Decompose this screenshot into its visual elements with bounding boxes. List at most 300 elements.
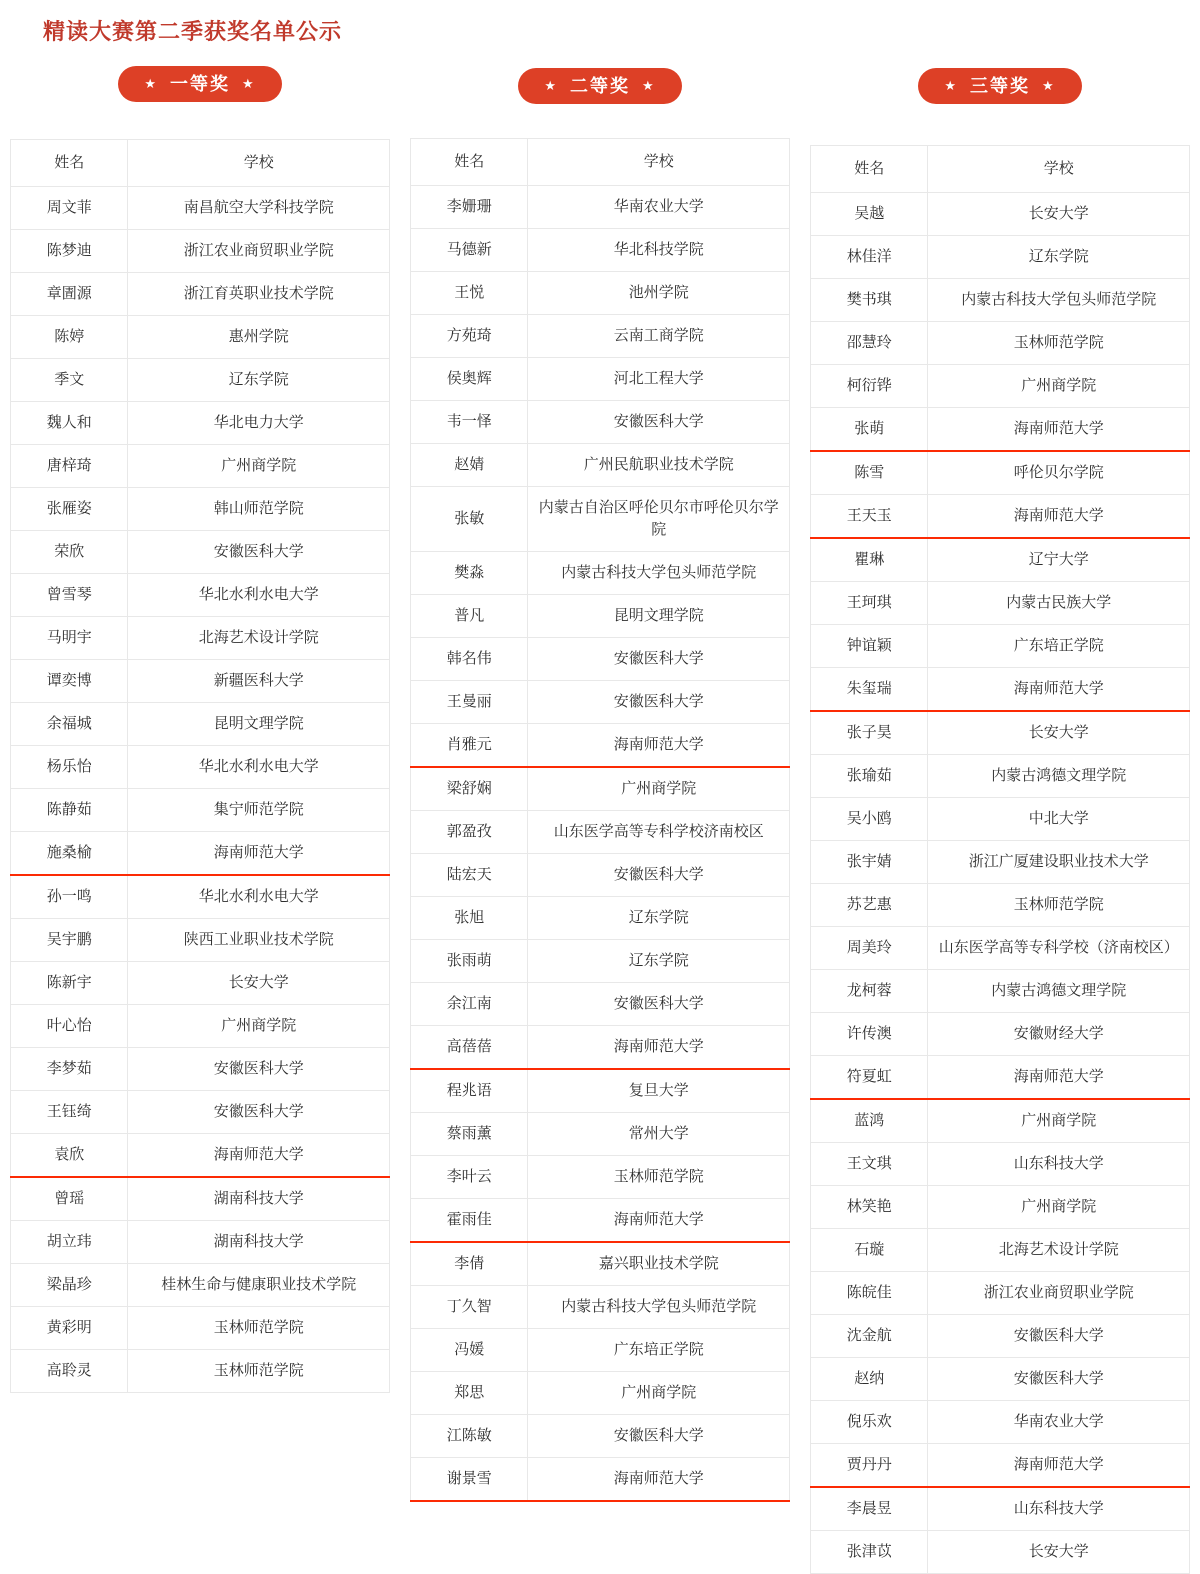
cell-school: 海南师范大学 — [528, 1199, 790, 1243]
table-row — [811, 841, 1190, 884]
award-column-second-prize — [400, 47, 800, 1502]
table-row — [11, 574, 390, 617]
cell-name: 梁晶珍 — [11, 1264, 128, 1307]
cell-name: 周美玲 — [811, 927, 928, 970]
table-row — [811, 711, 1190, 755]
award-badge-first-prize — [118, 66, 281, 102]
cell-name: 张瑜茹 — [811, 755, 928, 798]
star-icon: ★ — [642, 77, 656, 93]
table-row — [811, 582, 1190, 625]
cell-school: 内蒙古民族大学 — [928, 582, 1190, 625]
cell-name: 王悦 — [411, 272, 528, 315]
table-row — [811, 193, 1190, 236]
table-row — [811, 538, 1190, 582]
table-row — [411, 444, 790, 487]
cell-name: 侯奥辉 — [411, 358, 528, 401]
table-row — [411, 401, 790, 444]
cell-school: 长安大学 — [128, 962, 390, 1005]
table-row — [411, 1372, 790, 1415]
cell-school: 内蒙古科技大学包头师范学院 — [928, 279, 1190, 322]
table-row — [411, 552, 790, 595]
cell-school: 海南师范大学 — [928, 668, 1190, 712]
cell-school: 辽东学院 — [528, 897, 790, 940]
cell-name: 龙柯蓉 — [811, 970, 928, 1013]
table-row — [11, 1307, 390, 1350]
award-table-first-prize — [10, 139, 390, 1393]
cell-school: 安徽医科大学 — [528, 681, 790, 724]
cell-school: 南昌航空大学科技学院 — [128, 187, 390, 230]
cell-name: 谭奕博 — [11, 660, 128, 703]
award-badge-label: 三等奖 — [970, 76, 1030, 96]
cell-name: 杨乐怡 — [11, 746, 128, 789]
cell-name: 李梦茹 — [11, 1048, 128, 1091]
cell-school: 集宁师范学院 — [128, 789, 390, 832]
table-row — [411, 1415, 790, 1458]
cell-school: 内蒙古自治区呼伦贝尔市呼伦贝尔学院 — [528, 487, 790, 552]
cell-school: 浙江农业商贸职业学院 — [128, 230, 390, 273]
cell-school: 广州商学院 — [528, 767, 790, 811]
cell-school: 海南师范大学 — [928, 495, 1190, 539]
table-row — [11, 445, 390, 488]
table-row — [811, 495, 1190, 539]
cell-school: 广州商学院 — [128, 1005, 390, 1048]
table-row — [11, 962, 390, 1005]
award-column-first-prize — [0, 47, 400, 1393]
cell-school: 广州商学院 — [928, 1099, 1190, 1143]
cell-name: 孙一鸣 — [11, 875, 128, 919]
table-row — [411, 1026, 790, 1070]
table-row — [411, 1199, 790, 1243]
table-row — [811, 1358, 1190, 1401]
cell-school: 安徽医科大学 — [528, 1415, 790, 1458]
table-wrap-second-prize — [410, 138, 790, 1502]
award-table-third-prize — [810, 145, 1190, 1574]
cell-name: 林笑艳 — [811, 1186, 928, 1229]
table-row — [811, 927, 1190, 970]
cell-name: 郭盈孜 — [411, 811, 528, 854]
cell-school: 海南师范大学 — [928, 408, 1190, 452]
cell-school: 安徽医科大学 — [128, 531, 390, 574]
cell-school: 新疆医科大学 — [128, 660, 390, 703]
badge-wrap-third-prize — [810, 68, 1190, 104]
award-columns — [0, 47, 1200, 1574]
table-row — [811, 1401, 1190, 1444]
cell-school: 河北工程大学 — [528, 358, 790, 401]
cell-name: 江陈敏 — [411, 1415, 528, 1458]
column-header-school: 学校 — [128, 140, 390, 187]
cell-school: 华北科技学院 — [528, 229, 790, 272]
cell-name: 丁久智 — [411, 1286, 528, 1329]
cell-name: 朱玺瑞 — [811, 668, 928, 712]
table-row — [11, 875, 390, 919]
cell-name: 张雁姿 — [11, 488, 128, 531]
cell-name: 赵纳 — [811, 1358, 928, 1401]
cell-school: 山东科技大学 — [928, 1487, 1190, 1531]
table-row — [411, 1113, 790, 1156]
table-row — [811, 1056, 1190, 1100]
cell-name: 陈皖佳 — [811, 1272, 928, 1315]
table-row — [811, 451, 1190, 495]
cell-school: 广州商学院 — [528, 1372, 790, 1415]
cell-school: 玉林师范学院 — [128, 1350, 390, 1393]
table-row — [11, 789, 390, 832]
cell-school: 海南师范大学 — [928, 1056, 1190, 1100]
table-row — [11, 1177, 390, 1221]
cell-school: 常州大学 — [528, 1113, 790, 1156]
table-row — [411, 186, 790, 229]
table-row — [11, 617, 390, 660]
cell-school: 安徽财经大学 — [928, 1013, 1190, 1056]
cell-school: 浙江广厦建设职业技术大学 — [928, 841, 1190, 884]
cell-school: 华南农业大学 — [928, 1401, 1190, 1444]
cell-name: 陈新宇 — [11, 962, 128, 1005]
table-row — [11, 703, 390, 746]
cell-name: 张萌 — [811, 408, 928, 452]
table-row — [811, 970, 1190, 1013]
table-row — [811, 279, 1190, 322]
cell-name: 韩名伟 — [411, 638, 528, 681]
table-row — [11, 1350, 390, 1393]
cell-name: 吴越 — [811, 193, 928, 236]
cell-name: 余江南 — [411, 983, 528, 1026]
cell-school: 北海艺术设计学院 — [928, 1229, 1190, 1272]
cell-name: 石璇 — [811, 1229, 928, 1272]
table-row — [411, 1329, 790, 1372]
cell-school: 海南师范大学 — [528, 1026, 790, 1070]
table-row — [811, 1444, 1190, 1488]
table-row — [811, 408, 1190, 452]
award-badge-third-prize — [918, 68, 1081, 104]
cell-school: 山东医学高等专科学校济南校区 — [528, 811, 790, 854]
cell-name: 邵慧玲 — [811, 322, 928, 365]
cell-school: 山东科技大学 — [928, 1143, 1190, 1186]
cell-school: 长安大学 — [928, 711, 1190, 755]
column-header-name: 姓名 — [411, 139, 528, 186]
cell-school: 嘉兴职业技术学院 — [528, 1242, 790, 1286]
cell-name: 李倩 — [411, 1242, 528, 1286]
table-row — [11, 359, 390, 402]
table-row — [411, 854, 790, 897]
cell-name: 程兆语 — [411, 1069, 528, 1113]
cell-name: 李姗珊 — [411, 186, 528, 229]
cell-name: 张津苡 — [811, 1531, 928, 1574]
cell-name: 胡立玮 — [11, 1221, 128, 1264]
cell-school: 内蒙古科技大学包头师范学院 — [528, 552, 790, 595]
table-row — [11, 1091, 390, 1134]
cell-name: 季文 — [11, 359, 128, 402]
table-row — [11, 1048, 390, 1091]
cell-name: 张敏 — [411, 487, 528, 552]
cell-school: 山东医学高等专科学校（济南校区） — [928, 927, 1190, 970]
cell-school: 广州商学院 — [928, 365, 1190, 408]
table-row — [411, 811, 790, 854]
table-row — [11, 230, 390, 273]
cell-school: 广东培正学院 — [928, 625, 1190, 668]
cell-school: 广州民航职业技术学院 — [528, 444, 790, 487]
cell-name: 赵婧 — [411, 444, 528, 487]
table-row — [811, 1186, 1190, 1229]
cell-name: 蓝鸿 — [811, 1099, 928, 1143]
cell-school: 海南师范大学 — [128, 1134, 390, 1178]
cell-school: 安徽医科大学 — [528, 638, 790, 681]
cell-school: 中北大学 — [928, 798, 1190, 841]
cell-name: 叶心怡 — [11, 1005, 128, 1048]
cell-school: 湖南科技大学 — [128, 1177, 390, 1221]
table-row — [11, 273, 390, 316]
cell-name: 柯衍铧 — [811, 365, 928, 408]
cell-name: 倪乐欢 — [811, 1401, 928, 1444]
cell-name: 李晨昱 — [811, 1487, 928, 1531]
award-table-second-prize — [410, 138, 790, 1502]
cell-name: 马德新 — [411, 229, 528, 272]
table-row — [11, 919, 390, 962]
table-row — [411, 595, 790, 638]
cell-school: 华南农业大学 — [528, 186, 790, 229]
table-row — [411, 724, 790, 768]
cell-name: 韦一怿 — [411, 401, 528, 444]
cell-name: 陈婷 — [11, 316, 128, 359]
cell-school: 北海艺术设计学院 — [128, 617, 390, 660]
cell-school: 内蒙古鸿德文理学院 — [928, 755, 1190, 798]
cell-school: 海南师范大学 — [528, 724, 790, 768]
cell-school: 韩山师范学院 — [128, 488, 390, 531]
table-row — [11, 402, 390, 445]
cell-school: 辽东学院 — [928, 236, 1190, 279]
table-row — [811, 1531, 1190, 1574]
table-row — [811, 236, 1190, 279]
cell-name: 王天玉 — [811, 495, 928, 539]
table-row — [411, 940, 790, 983]
table-header-row — [411, 139, 790, 186]
table-row — [811, 1315, 1190, 1358]
cell-school: 惠州学院 — [128, 316, 390, 359]
table-body-second-prize — [411, 186, 790, 1502]
cell-name: 王钰绮 — [11, 1091, 128, 1134]
cell-school: 华北电力大学 — [128, 402, 390, 445]
cell-name: 樊书琪 — [811, 279, 928, 322]
table-row — [411, 897, 790, 940]
star-icon: ★ — [144, 75, 158, 91]
cell-name: 王珂琪 — [811, 582, 928, 625]
cell-name: 张宇婧 — [811, 841, 928, 884]
table-row — [811, 798, 1190, 841]
table-row — [811, 1099, 1190, 1143]
cell-school: 桂林生命与健康职业技术学院 — [128, 1264, 390, 1307]
table-row — [411, 1242, 790, 1286]
table-row — [811, 1143, 1190, 1186]
star-icon: ★ — [242, 75, 256, 91]
cell-name: 袁欣 — [11, 1134, 128, 1178]
award-badge-second-prize — [518, 68, 681, 104]
cell-school: 池州学院 — [528, 272, 790, 315]
column-header-school: 学校 — [928, 146, 1190, 193]
cell-name: 王文琪 — [811, 1143, 928, 1186]
table-row — [411, 681, 790, 724]
cell-name: 黄彩明 — [11, 1307, 128, 1350]
table-row — [811, 1013, 1190, 1056]
cell-school: 长安大学 — [928, 193, 1190, 236]
award-column-third-prize — [800, 47, 1200, 1574]
cell-name: 高蓓蓓 — [411, 1026, 528, 1070]
cell-name: 贾丹丹 — [811, 1444, 928, 1488]
column-header-name: 姓名 — [811, 146, 928, 193]
cell-name: 余福城 — [11, 703, 128, 746]
table-row — [411, 1069, 790, 1113]
cell-school: 复旦大学 — [528, 1069, 790, 1113]
table-row — [411, 229, 790, 272]
table-wrap-first-prize — [10, 139, 390, 1393]
table-row — [811, 1487, 1190, 1531]
cell-name: 林佳洋 — [811, 236, 928, 279]
cell-name: 章圊源 — [11, 273, 128, 316]
cell-name: 吴小鸥 — [811, 798, 928, 841]
table-row — [411, 358, 790, 401]
table-row — [811, 884, 1190, 927]
cell-school: 玉林师范学院 — [528, 1156, 790, 1199]
table-row — [11, 1264, 390, 1307]
cell-school: 海南师范大学 — [528, 1458, 790, 1502]
cell-name: 陈静茹 — [11, 789, 128, 832]
cell-name: 荣欣 — [11, 531, 128, 574]
table-row — [11, 746, 390, 789]
badge-wrap-second-prize — [410, 68, 790, 104]
cell-name: 陆宏天 — [411, 854, 528, 897]
cell-name: 马明宇 — [11, 617, 128, 660]
table-row — [11, 832, 390, 876]
cell-school: 浙江农业商贸职业学院 — [928, 1272, 1190, 1315]
table-row — [811, 755, 1190, 798]
cell-name: 许传澳 — [811, 1013, 928, 1056]
table-row — [811, 625, 1190, 668]
cell-name: 郑思 — [411, 1372, 528, 1415]
cell-school: 华北水利水电大学 — [128, 875, 390, 919]
cell-school: 湖南科技大学 — [128, 1221, 390, 1264]
cell-name: 方苑琦 — [411, 315, 528, 358]
table-row — [811, 1229, 1190, 1272]
cell-school: 玉林师范学院 — [128, 1307, 390, 1350]
cell-school: 安徽医科大学 — [128, 1091, 390, 1134]
cell-name: 张雨萌 — [411, 940, 528, 983]
cell-name: 陈梦迪 — [11, 230, 128, 273]
cell-name: 冯媛 — [411, 1329, 528, 1372]
cell-school: 安徽医科大学 — [928, 1358, 1190, 1401]
cell-name: 周文菲 — [11, 187, 128, 230]
table-row — [11, 1005, 390, 1048]
cell-name: 魏人和 — [11, 402, 128, 445]
cell-name: 施桑榆 — [11, 832, 128, 876]
cell-name: 唐梓琦 — [11, 445, 128, 488]
table-row — [411, 487, 790, 552]
cell-name: 符夏虹 — [811, 1056, 928, 1100]
cell-name: 苏艺惠 — [811, 884, 928, 927]
table-row — [11, 187, 390, 230]
cell-name: 蔡雨薰 — [411, 1113, 528, 1156]
cell-school: 安徽医科大学 — [528, 983, 790, 1026]
table-body-third-prize — [811, 193, 1190, 1574]
cell-school: 呼伦贝尔学院 — [928, 451, 1190, 495]
cell-school: 浙江育英职业技术学院 — [128, 273, 390, 316]
cell-name: 梁舒娴 — [411, 767, 528, 811]
cell-school: 广州商学院 — [128, 445, 390, 488]
page-title: 精读大赛第二季获奖名单公示 — [43, 19, 343, 44]
cell-school: 安徽医科大学 — [928, 1315, 1190, 1358]
badge-wrap-first-prize — [10, 66, 390, 102]
cell-school: 辽东学院 — [128, 359, 390, 402]
cell-name: 普凡 — [411, 595, 528, 638]
table-row — [811, 365, 1190, 408]
cell-name: 钟谊颖 — [811, 625, 928, 668]
cell-school: 广东培正学院 — [528, 1329, 790, 1372]
cell-school: 安徽医科大学 — [128, 1048, 390, 1091]
cell-name: 王曼丽 — [411, 681, 528, 724]
cell-name: 曾瑶 — [11, 1177, 128, 1221]
cell-school: 安徽医科大学 — [528, 854, 790, 897]
cell-name: 吴宇鹏 — [11, 919, 128, 962]
column-header-school: 学校 — [528, 139, 790, 186]
cell-school: 华北水利水电大学 — [128, 746, 390, 789]
table-row — [11, 316, 390, 359]
table-row — [11, 1221, 390, 1264]
table-row — [11, 1134, 390, 1178]
star-icon: ★ — [1042, 77, 1056, 93]
award-badge-label: 二等奖 — [570, 76, 630, 96]
cell-name: 张子昊 — [811, 711, 928, 755]
table-row — [11, 660, 390, 703]
cell-name: 谢景雪 — [411, 1458, 528, 1502]
cell-name: 霍雨佳 — [411, 1199, 528, 1243]
table-row — [411, 272, 790, 315]
cell-name: 瞿琳 — [811, 538, 928, 582]
cell-school: 内蒙古科技大学包头师范学院 — [528, 1286, 790, 1329]
table-body-first-prize — [11, 187, 390, 1393]
cell-name: 沈金航 — [811, 1315, 928, 1358]
cell-school: 玉林师范学院 — [928, 884, 1190, 927]
cell-name: 樊淼 — [411, 552, 528, 595]
table-row — [811, 1272, 1190, 1315]
cell-school: 内蒙古鸿德文理学院 — [928, 970, 1190, 1013]
cell-school: 华北水利水电大学 — [128, 574, 390, 617]
table-row — [411, 983, 790, 1026]
cell-name: 陈雪 — [811, 451, 928, 495]
table-row — [411, 638, 790, 681]
star-icon: ★ — [544, 77, 558, 93]
table-row — [811, 322, 1190, 365]
cell-school: 长安大学 — [928, 1531, 1190, 1574]
table-header-row — [11, 140, 390, 187]
table-row — [811, 668, 1190, 712]
cell-school: 陕西工业职业技术学院 — [128, 919, 390, 962]
cell-name: 张旭 — [411, 897, 528, 940]
cell-school: 辽宁大学 — [928, 538, 1190, 582]
table-row — [11, 531, 390, 574]
cell-school: 昆明文理学院 — [528, 595, 790, 638]
cell-name: 曾雪琴 — [11, 574, 128, 617]
award-badge-label: 一等奖 — [170, 74, 230, 94]
cell-school: 玉林师范学院 — [928, 322, 1190, 365]
cell-school: 安徽医科大学 — [528, 401, 790, 444]
star-icon: ★ — [944, 77, 958, 93]
cell-name: 李叶云 — [411, 1156, 528, 1199]
table-row — [411, 1286, 790, 1329]
cell-school: 广州商学院 — [928, 1186, 1190, 1229]
table-row — [411, 1458, 790, 1502]
cell-school: 云南工商学院 — [528, 315, 790, 358]
cell-school: 海南师范大学 — [128, 832, 390, 876]
table-row — [411, 767, 790, 811]
cell-name: 肖雅元 — [411, 724, 528, 768]
cell-name: 高聆灵 — [11, 1350, 128, 1393]
table-header-row — [811, 146, 1190, 193]
